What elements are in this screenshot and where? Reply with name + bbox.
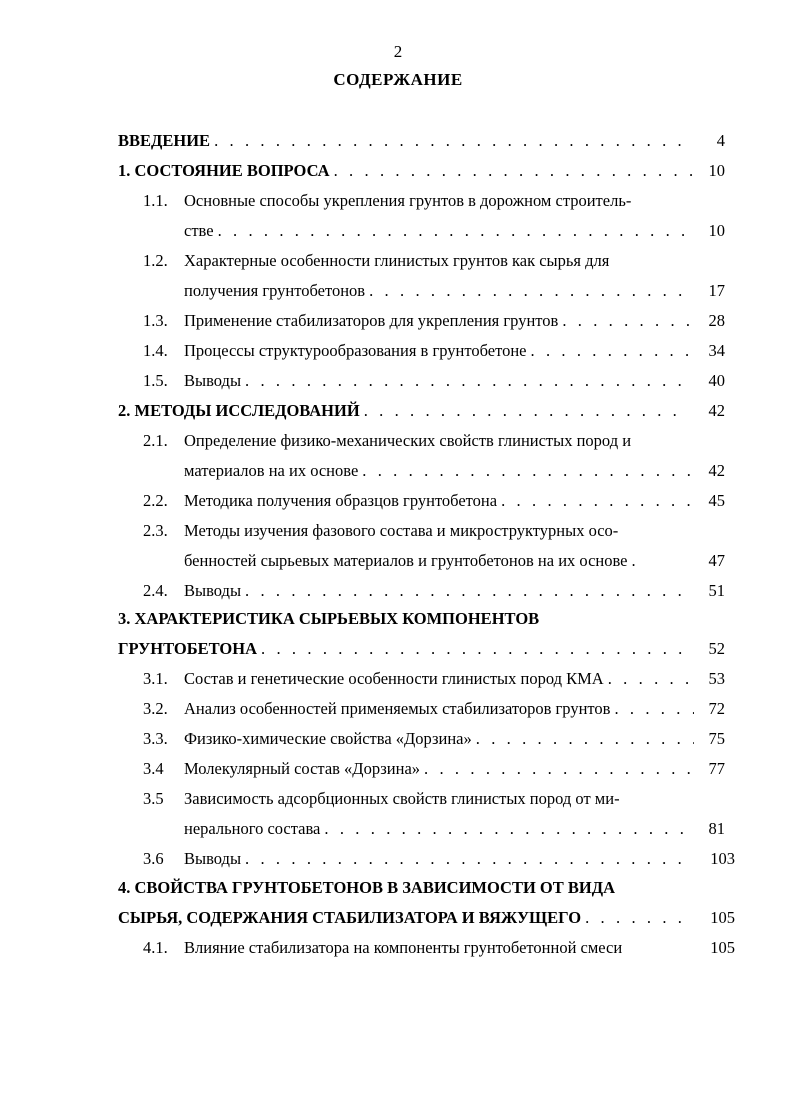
toc-entry-4-1[interactable]: Влияние стабилизатора на компоненты грунтобетонной смеси (184, 938, 623, 957)
toc-page-number: 17 (708, 281, 725, 300)
dot-leader (531, 340, 695, 362)
toc-section-number: 3.1. (143, 669, 168, 688)
toc-entry-3-2[interactable]: Анализ особенностей применяемых стабилизаторов грунтов . . . (184, 698, 698, 720)
toc-page-number: 10 (708, 161, 725, 180)
toc-entry-2-1-line1[interactable]: Определение физико-механических свойств глинистых пород и (184, 431, 632, 450)
toc-entry-chapter-4-line1[interactable]: 4. СВОЙСТВА ГРУНТОБЕТОНОВ В ЗАВИСИМОСТИ ОТ ВИДА (118, 878, 615, 897)
toc-entry-title: 1. СОСТОЯНИЕ ВОПРОСА (118, 161, 330, 180)
dot-leader (614, 698, 694, 720)
toc-section-number: 2.3. (143, 521, 168, 540)
page-title: СОДЕРЖАНИЕ (333, 70, 463, 89)
toc-entry-2-1-line2[interactable]: материалов на их основе . . . (184, 460, 698, 482)
toc-entry-2-3-line1[interactable]: Методы изучения фазового состава и микроструктурных осо- (184, 521, 619, 540)
toc-entry-chapter-3-line1[interactable]: 3. ХАРАКТЕРИСТИКА СЫРЬЕВЫХ КОМПОНЕНТОВ (118, 609, 540, 628)
dot-leader (364, 400, 686, 422)
toc-page-number: 45 (708, 491, 725, 510)
dot-leader (245, 580, 694, 602)
dot-leader (369, 280, 694, 302)
toc-entry-1-5[interactable]: Выводы . . . (184, 370, 698, 392)
toc-page-number: 53 (708, 669, 725, 688)
toc-page-number: 42 (708, 461, 725, 480)
toc-section-number: 3.2. (143, 699, 168, 718)
toc-entry-1-2-line2[interactable]: получения грунтобетонов . . . (184, 280, 698, 302)
dot-leader (362, 460, 694, 482)
toc-entry-1-3[interactable]: Применение стабилизаторов для укрепления грунтов . . . (184, 310, 698, 332)
toc-entry-chapter-4-line2[interactable]: СЫРЬЯ, СОДЕРЖАНИЯ СТАБИЛИЗАТОРА И ВЯЖУЩЕГО . . . (118, 907, 690, 929)
dot-leader (261, 638, 694, 660)
toc-entry-title: 2. МЕТОДЫ ИССЛЕДОВАНИЙ (118, 401, 360, 420)
toc-entry-2-4[interactable]: Выводы . . . (184, 580, 698, 602)
toc-entry-introduction[interactable] (118, 130, 698, 152)
toc-section-number: 1.5. (143, 371, 168, 390)
dot-leader (245, 848, 694, 870)
toc-section-number: 1.2. (143, 251, 168, 270)
dot-leader (476, 728, 694, 750)
toc-page-number: 4 (716, 131, 725, 150)
toc-page-number: 75 (708, 729, 725, 748)
toc-section-number: 1.4. (143, 341, 168, 360)
dot-leader (608, 668, 694, 690)
toc-entry-chapter-3-line2[interactable]: ГРУНТОБЕТОНА . . . (118, 638, 698, 660)
toc-page-number: 51 (708, 581, 725, 600)
toc-page-number: 34 (708, 341, 725, 360)
toc-entry-title: ВВЕДЕНИЕ (118, 131, 211, 150)
toc-entry-chapter-1[interactable] (118, 160, 698, 182)
toc-page-number: 81 (708, 819, 725, 838)
toc-entry-1-1-line2[interactable]: стве . . . (184, 220, 698, 242)
toc-entry-1-2-line1[interactable]: Характерные особенности глинистых грунтов как сырья для (184, 251, 610, 270)
dot-leader (214, 130, 694, 152)
toc-section-number: 4.1. (143, 938, 168, 957)
toc-page-number: 40 (708, 371, 725, 390)
toc-section-number: 3.4 (143, 759, 164, 778)
toc-entry-2-2[interactable]: Методика получения образцов грунтобетона . . . (184, 490, 698, 512)
toc-page-number: 42 (708, 401, 725, 420)
toc-page-number: 103 (710, 849, 735, 868)
page-number: 2 (393, 42, 403, 61)
toc-section-number: 3.6 (143, 849, 164, 868)
toc-page-number: 105 (710, 938, 735, 957)
toc-section-number: 2.4. (143, 581, 168, 600)
toc-entry-3-5-line2[interactable]: нерального состава . . . (184, 818, 698, 840)
toc-page-number: 10 (708, 221, 725, 240)
toc-section-number: 3.5 (143, 789, 164, 808)
dot-leader (501, 490, 694, 512)
dot-leader (218, 220, 694, 242)
toc-entry-chapter-2[interactable] (118, 400, 690, 422)
toc-entry-1-1-line1[interactable]: Основные способы укрепления грунтов в дорожном строитель- (184, 191, 632, 210)
toc-page-number: 77 (708, 759, 725, 778)
dot-leader (324, 818, 694, 840)
toc-section-number: 3.3. (143, 729, 168, 748)
dot-leader (424, 758, 694, 780)
toc-section-number: 1.1. (143, 191, 168, 210)
toc-section-number: 2.1. (143, 431, 168, 450)
toc-page-number: 47 (708, 551, 725, 570)
toc-entry-3-5-line1[interactable]: Зависимость адсорбционных свойств глинистых пород от ми- (184, 789, 620, 808)
toc-entry-3-6[interactable]: Выводы . . . (184, 848, 698, 870)
toc-section-number: 1.3. (143, 311, 168, 330)
toc-page-number: 72 (708, 699, 725, 718)
toc-entry-2-3-line2[interactable]: бенностей сырьевых материалов и грунтобетонов на их основе . (184, 551, 636, 570)
dot-leader (334, 160, 694, 182)
toc-page-number: 28 (708, 311, 725, 330)
toc-section-number: 2.2. (143, 491, 168, 510)
toc-entry-3-3[interactable]: Физико-химические свойства «Дорзина» . . . (184, 728, 698, 750)
dot-leader (245, 370, 694, 392)
toc-entry-3-4[interactable]: Молекулярный состав «Дорзина» . . . (184, 758, 698, 780)
dot-leader (562, 310, 694, 332)
dot-leader (585, 907, 686, 929)
toc-page-number: 52 (708, 639, 725, 658)
toc-entry-1-4[interactable]: Процессы структурообразования в грунтобетоне . . . (184, 340, 698, 362)
toc-page-number: 105 (710, 908, 735, 927)
toc-entry-3-1[interactable]: Состав и генетические особенности глинистых пород КМА . . . (184, 668, 698, 690)
